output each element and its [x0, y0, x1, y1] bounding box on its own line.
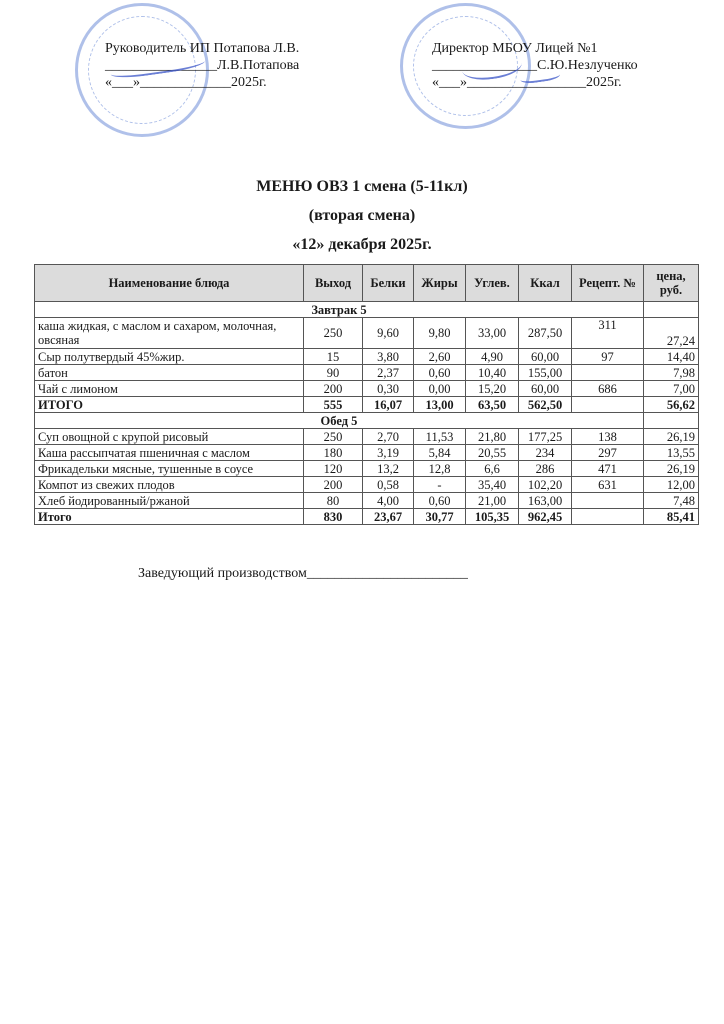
cell-dish-name: Фрикадельки мясные, тушенные в соусе: [35, 461, 304, 477]
cell-price: 26,19: [644, 461, 699, 477]
cell-fat: 13,00: [414, 397, 466, 413]
section-row: [35, 302, 699, 318]
approval-right-title: Директор МБОУ Лицей №1: [432, 41, 598, 56]
cell-protein: 13,2: [363, 461, 414, 477]
cell-kcal: 234: [519, 445, 572, 461]
cell-price: 27,24: [644, 318, 699, 349]
cell-recipe-number: [572, 397, 644, 413]
cell-output: 15: [304, 349, 363, 365]
cell-kcal: 177,25: [519, 429, 572, 445]
cell-price: 7,48: [644, 493, 699, 509]
cell-dish-name: Компот из свежих плодов: [35, 477, 304, 493]
table-header-row: [35, 265, 699, 302]
cell-price: 12,00: [644, 477, 699, 493]
cell-output: 120: [304, 461, 363, 477]
cell-fat: 9,80: [414, 318, 466, 349]
cell-protein: 3,80: [363, 349, 414, 365]
cell-dish-name: Итого: [35, 509, 304, 525]
cell-protein: 9,60: [363, 318, 414, 349]
cell-carbs: 63,50: [466, 397, 519, 413]
section-name: Завтрак 5: [35, 302, 644, 318]
cell-dish-name: ИТОГО: [35, 397, 304, 413]
cell-recipe-number: 471: [572, 461, 644, 477]
cell-protein: 16,07: [363, 397, 414, 413]
cell-price: 14,40: [644, 349, 699, 365]
production-manager-signature: Заведующий производством_______________________: [138, 566, 468, 581]
cell-dish-name: Сыр полутвердый 45%жир.: [35, 349, 304, 365]
cell-carbs: 21,80: [466, 429, 519, 445]
cell-dish-name: каша жидкая, с маслом и сахаром, молочная, овсяная: [35, 318, 304, 349]
cell-kcal: 155,00: [519, 365, 572, 381]
cell-carbs: 21,00: [466, 493, 519, 509]
table-row: [35, 477, 699, 493]
cell-kcal: 962,45: [519, 509, 572, 525]
cell-fat: 11,53: [414, 429, 466, 445]
cell-fat: -: [414, 477, 466, 493]
approval-right-signatory: _______________С.Ю.Незлученко: [432, 58, 638, 73]
cell-recipe-number: 297: [572, 445, 644, 461]
cell-kcal: 286: [519, 461, 572, 477]
table-row: [35, 381, 699, 397]
cell-fat: 12,8: [414, 461, 466, 477]
approval-left-title: Руководитель ИП Потапова Л.В.: [105, 41, 300, 56]
column-header-name: Наименование блюда: [35, 265, 304, 302]
cell-carbs: 20,55: [466, 445, 519, 461]
section-name: Обед 5: [35, 413, 644, 429]
cell-protein: 2,70: [363, 429, 414, 445]
section-row: [35, 413, 699, 429]
cell-fat: 2,60: [414, 349, 466, 365]
column-header-price: цена, руб.: [644, 265, 699, 302]
cell-carbs: 4,90: [466, 349, 519, 365]
cell-price: 7,00: [644, 381, 699, 397]
cell-output: 830: [304, 509, 363, 525]
cell-recipe-number: 138: [572, 429, 644, 445]
table-row: [35, 349, 699, 365]
column-header-protein: Белки: [363, 265, 414, 302]
cell-fat: 0,00: [414, 381, 466, 397]
cell-fat: 30,77: [414, 509, 466, 525]
cell-price: 56,62: [644, 397, 699, 413]
column-header-carbs: Углев.: [466, 265, 519, 302]
column-header-kcal: Ккал: [519, 265, 572, 302]
cell-carbs: 105,35: [466, 509, 519, 525]
cell-dish-name: Каша рассыпчатая пшеничная с маслом: [35, 445, 304, 461]
cell-output: 250: [304, 318, 363, 349]
cell-fat: 0,60: [414, 493, 466, 509]
cell-protein: 0,58: [363, 477, 414, 493]
cell-recipe-number: 97: [572, 349, 644, 365]
approval-right-date: «___»_________________2025г.: [432, 75, 622, 90]
cell-kcal: 102,20: [519, 477, 572, 493]
cell-output: 250: [304, 429, 363, 445]
cell-recipe-number: 686: [572, 381, 644, 397]
table-row: [35, 445, 699, 461]
page-subtitle: (вторая смена): [308, 207, 416, 224]
cell-carbs: 35,40: [466, 477, 519, 493]
cell-price: 7,98: [644, 365, 699, 381]
cell-protein: 0,30: [363, 381, 414, 397]
cell-recipe-number: [572, 493, 644, 509]
cell-carbs: 15,20: [466, 381, 519, 397]
cell-recipe-number: 311: [572, 318, 644, 349]
table-row: [35, 461, 699, 477]
cell-carbs: 33,00: [466, 318, 519, 349]
cell-protein: 23,67: [363, 509, 414, 525]
table-row: [35, 493, 699, 509]
cell-output: 200: [304, 381, 363, 397]
cell-price: 26,19: [644, 429, 699, 445]
cell-protein: 4,00: [363, 493, 414, 509]
approval-left-signatory: ________________Л.В.Потапова: [105, 58, 300, 73]
page-date: «12» декабря 2025г.: [292, 236, 432, 253]
table-row: [35, 429, 699, 445]
cell-output: 200: [304, 477, 363, 493]
cell-protein: 3,19: [363, 445, 414, 461]
cell-kcal: 163,00: [519, 493, 572, 509]
cell-fat: 5,84: [414, 445, 466, 461]
section-price-empty: [644, 413, 699, 429]
cell-output: 180: [304, 445, 363, 461]
cell-dish-name: Хлеб йодированный/ржаной: [35, 493, 304, 509]
cell-kcal: 60,00: [519, 381, 572, 397]
cell-protein: 2,37: [363, 365, 414, 381]
cell-output: 80: [304, 493, 363, 509]
cell-carbs: 10,40: [466, 365, 519, 381]
cell-dish-name: Суп овощной с крупой рисовый: [35, 429, 304, 445]
total-row: [35, 509, 699, 525]
cell-dish-name: Чай с лимоном: [35, 381, 304, 397]
column-header-fat: Жиры: [414, 265, 466, 302]
cell-recipe-number: [572, 509, 644, 525]
cell-carbs: 6,6: [466, 461, 519, 477]
approval-left-date: «___»_____________2025г.: [105, 75, 267, 90]
cell-dish-name: батон: [35, 365, 304, 381]
table-row: [35, 318, 699, 349]
column-header-output: Выход: [304, 265, 363, 302]
cell-output: 555: [304, 397, 363, 413]
cell-kcal: 60,00: [519, 349, 572, 365]
page-title: МЕНЮ ОВЗ 1 смена (5-11кл): [256, 178, 468, 195]
cell-kcal: 562,50: [519, 397, 572, 413]
cell-fat: 0,60: [414, 365, 466, 381]
total-row: [35, 397, 699, 413]
menu-table: [34, 264, 699, 525]
section-price-empty: [644, 302, 699, 318]
cell-recipe-number: [572, 365, 644, 381]
column-header-recipe: Рецепт. №: [572, 265, 644, 302]
cell-output: 90: [304, 365, 363, 381]
cell-price: 85,41: [644, 509, 699, 525]
table-row: [35, 365, 699, 381]
menu-table-body: [35, 302, 699, 525]
cell-kcal: 287,50: [519, 318, 572, 349]
cell-price: 13,55: [644, 445, 699, 461]
cell-recipe-number: 631: [572, 477, 644, 493]
